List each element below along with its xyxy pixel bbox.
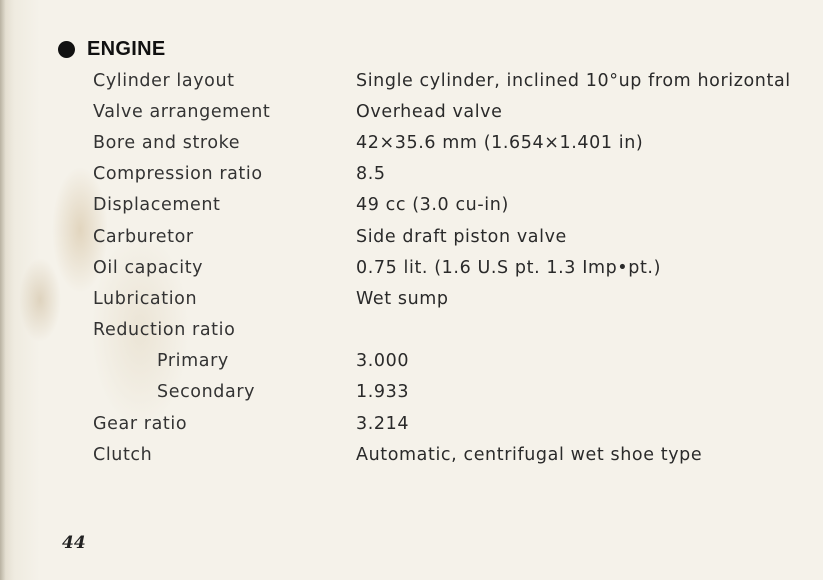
spec-row-bore-and-stroke: [0, 131, 823, 155]
spec-value: 8.5: [356, 164, 386, 184]
spec-label: Compression ratio: [93, 164, 263, 184]
spec-label: Primary: [157, 351, 229, 371]
section-header: [58, 37, 165, 61]
spec-row-secondary: [0, 380, 823, 404]
spec-value: Single cylinder, inclined 10°up from horizontal: [356, 71, 791, 91]
spec-row-compression-ratio: [0, 162, 823, 186]
spec-label: Bore and stroke: [93, 133, 241, 153]
spec-label: Reduction ratio: [93, 320, 236, 340]
spec-value: Overhead valve: [356, 102, 503, 122]
spec-label: Oil capacity: [93, 258, 204, 278]
spec-row-reduction-ratio: [0, 318, 823, 342]
section-title: ENGINE: [87, 37, 166, 60]
spec-label: Clutch: [93, 445, 153, 465]
spec-value: 49 cc (3.0 cu-in): [356, 195, 509, 215]
spec-row-oil-capacity: [0, 256, 823, 280]
spec-value: Automatic, centrifugal wet shoe type: [356, 445, 703, 465]
spec-label: Secondary: [157, 382, 256, 402]
spec-label: Lubrication: [93, 289, 198, 309]
spec-row-cylinder-layout: [0, 69, 823, 93]
spec-value: 3.214: [356, 414, 410, 434]
spec-row-valve-arrangement: [0, 100, 823, 124]
spec-value: 1.933: [356, 382, 410, 402]
spec-row-primary: [0, 349, 823, 373]
spec-label: Carburetor: [93, 227, 194, 247]
spec-label: Valve arrangement: [93, 102, 271, 122]
spec-row-clutch: [0, 443, 823, 467]
spec-value: 3.000: [356, 351, 410, 371]
spec-row-carburetor: [0, 225, 823, 249]
spec-value: Side draft piston valve: [356, 227, 567, 247]
spec-row-gear-ratio: [0, 412, 823, 436]
page-number: 44: [62, 533, 86, 553]
spec-value: 42×35.6 mm (1.654×1.401 in): [356, 133, 644, 153]
spec-value: Wet sump: [356, 289, 449, 309]
bullet-icon: [58, 41, 75, 58]
spec-label: Cylinder layout: [93, 71, 235, 91]
spec-row-lubrication: [0, 287, 823, 311]
spec-label: Displacement: [93, 195, 221, 215]
spec-row-displacement: [0, 193, 823, 217]
spec-value: 0.75 lit. (1.6 U.S pt. 1.3 Imp•pt.): [356, 258, 661, 278]
spec-label: Gear ratio: [93, 414, 188, 434]
